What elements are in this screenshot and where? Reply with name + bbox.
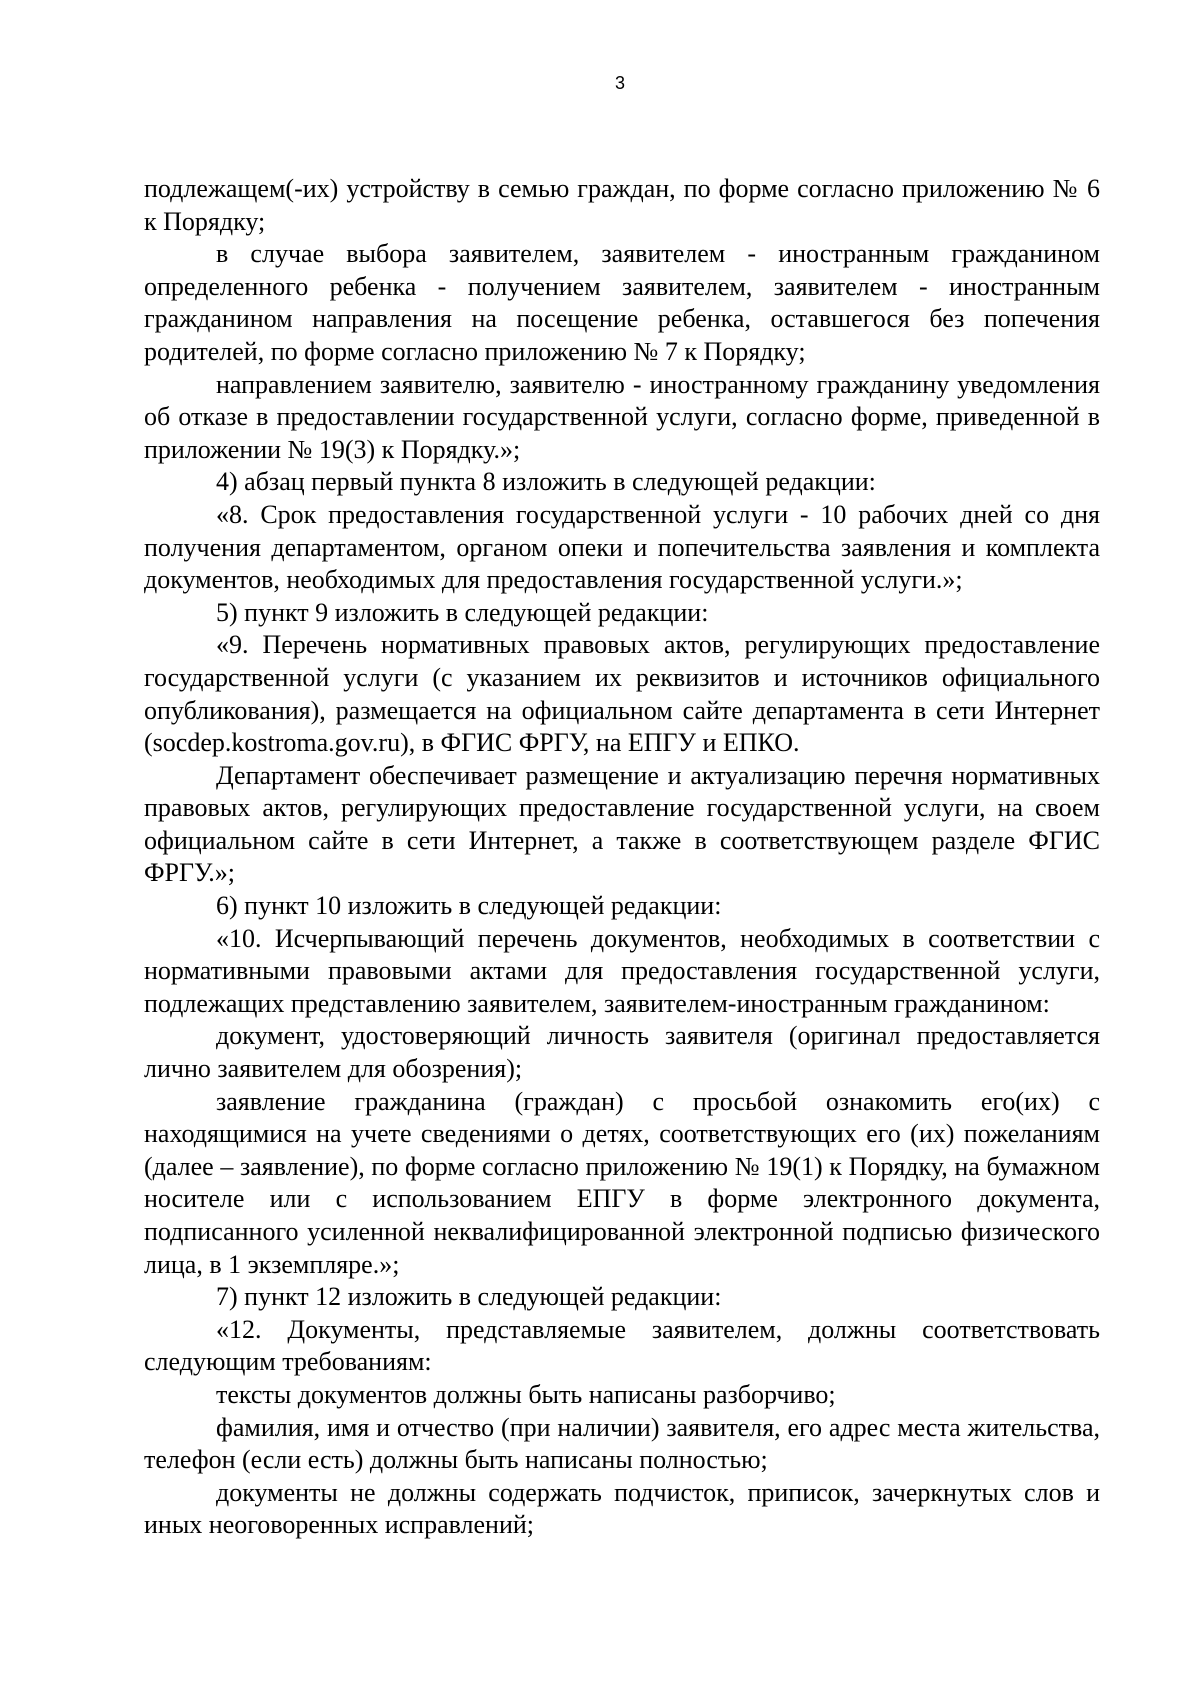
paragraph: в случае выбора заявителем, заявителем - иностранным гражданином определенного ребенка - получением заявителем, заявителем - иностранным гражданином направления на посещение ребенка, оставшегося без попечения родителей, по форме согласно приложению № 7 к Порядку; <box>144 239 1100 366</box>
paragraph: Департамент обеспечивает размещение и актуализацию перечня нормативных правовых актов, регулирующих предоставление государственной услуги, на своем официальном сайте в сети Интернет, а также в соответствующем разделе ФГИС ФРГУ.»; <box>144 760 1100 888</box>
paragraph: направлением заявителю, заявителю - иностранному гражданину уведомления об отказе в предоставлении государственной услуги, согласно форме, приведенной в приложении № 19(3) к Порядку.»; <box>144 369 1100 464</box>
paragraph: тексты документов должны быть написаны разборчиво; <box>216 1379 836 1409</box>
paragraph: 6) пункт 10 изложить в следующей редакции: <box>216 891 722 921</box>
paragraph: 5) пункт 9 изложить в следующей редакции: <box>216 597 709 627</box>
paragraph: документы не должны содержать подчисток, приписок, зачеркнутых слов и иных неоговоренных исправлений; <box>144 1477 1100 1540</box>
document-body <box>144 173 1100 1542</box>
paragraph: «9. Перечень нормативных правовых актов, регулирующих предоставление государственной услуги (с указанием их реквизитов и источников официального опубликования), размещается на официальном сайте департамента в сети Интернет (socdep.kostroma.gov.ru), в ФГИС ФРГУ, на ЕПГУ и ЕПКО. <box>144 630 1100 758</box>
paragraph: заявление гражданина (граждан) с просьбой ознакомить его(их) с находящимися на учете сведениями о детях, соответствующих его (их) пожеланиям (далее – заявление), по форме согласно приложению № 19(1) к Порядку, на бумажном носителе или с использованием ЕПГУ в форме электронного документа, подписанного усиленной неквалифицированной электронной подписью физического лица, в 1 экземпляре.»; <box>144 1086 1100 1279</box>
paragraph: «8. Срок предоставления государственной услуги - 10 рабочих дней со дня получения департаментом, органом опеки и попечительства заявления и комплекта документов, необходимых для предоставления государственной услуги.»; <box>144 499 1100 595</box>
page-number: 3 <box>614 73 625 93</box>
paragraph: фамилия, имя и отчество (при наличии) заявителя, его адрес места жительства, телефон (если есть) должны быть написаны полностью; <box>144 1412 1100 1475</box>
paragraph: документ, удостоверяющий личность заявителя (оригинал предоставляется лично заявителем для обозрения); <box>144 1021 1100 1084</box>
paragraph: «10. Исчерпывающий перечень документов, необходимых в соответствии с нормативными правовыми актами для предоставления государственной услуги, подлежащих представлению заявителем, заявителем-иностранным гражданином: <box>144 923 1100 1018</box>
paragraph: «12. Документы, представляемые заявителем, должны соответствовать следующим требованиям: <box>144 1314 1100 1377</box>
paragraph: 7) пункт 12 изложить в следующей редакции: <box>216 1282 722 1312</box>
paragraph: 4) абзац первый пункта 8 изложить в следующей редакции: <box>216 467 876 497</box>
paragraph-continuation: подлежащем(-их) устройству в семью граждан, по форме согласно приложению № 6 к Порядку; <box>144 174 1100 236</box>
